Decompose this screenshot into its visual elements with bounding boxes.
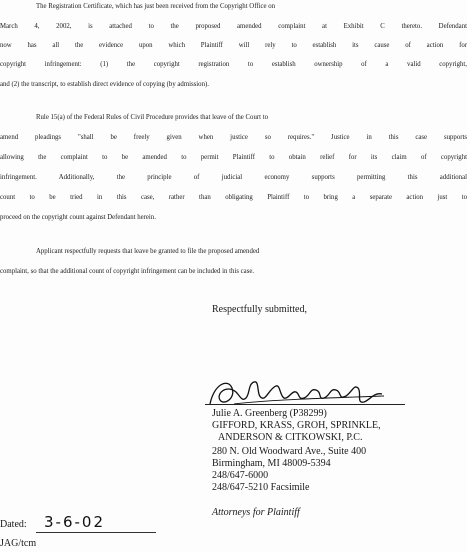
firm-name-line-1: GIFFORD, KRASS, GROH, SPRINKLE,	[212, 420, 381, 431]
firm-city: Birmingham, MI 48009-5394	[212, 458, 331, 469]
closing: Respectfully submitted,	[212, 304, 307, 315]
p1-line-1: The Registration Certificate, which has just been received from the Copyright Office on	[36, 3, 276, 10]
dated-value: 3-6-02	[44, 513, 105, 531]
dated-line	[36, 532, 156, 533]
p2-line-1: Rule 15(a) of the Federal Rules of Civil Procedure provides that leave of the Court to	[36, 114, 268, 121]
p3-line-1: Applicant respectfully requests that leave be granted to file the proposed amended	[36, 248, 260, 255]
attorneys-for: Attorneys for Plaintiff	[212, 507, 300, 518]
dated-label: Dated:	[0, 519, 27, 530]
p2-line-4: infringement. Additionally, the principle of judicial economy supports permitting this additional	[0, 174, 467, 181]
p2-line-2: amend pleadings "shall be freely given when justice so requires." Justice in this case supports	[0, 134, 467, 141]
firm-name-line-2: ANDERSON & CITKOWSKI, P.C.	[218, 432, 363, 443]
p2-line-3: allowing the complaint to be amended to permit Plaintiff to obtain relief for its claim of copyright	[0, 154, 467, 161]
p2-line-6: proceed on the copyright count against Defendant herein.	[0, 214, 156, 221]
p1-line-5: and (2) the transcript, to establish direct evidence of copying (by admission).	[0, 81, 209, 88]
signer-name: Julie A. Greenberg (P38299)	[212, 408, 327, 419]
typist-initials: JAG/tcm	[0, 538, 37, 549]
firm-phone: 248/647-6000	[212, 470, 269, 481]
p3-line-2: complaint, so that the additional count of copyright infringement can be included in this case.	[0, 268, 255, 275]
firm-address: 280 N. Old Woodward Ave., Suite 400	[212, 446, 367, 457]
p1-line-4: copyright infringement: (1) the copyright registration to establish ownership of a valid copyright,	[0, 61, 467, 68]
p2-line-5: count to be tried in this case, rather than obligating Plaintiff to bring a separate action just to	[0, 194, 467, 201]
p1-line-3: now has all the evidence upon which Plaintiff will rely to establish its cause of action for	[0, 42, 467, 49]
signature-line	[205, 404, 405, 405]
firm-fax: 248/647-5210 Facsimile	[212, 482, 310, 493]
p1-line-2: March 4, 2002, is attached to the proposed amended complaint at Exhibit C thereto. Defendant	[0, 23, 467, 30]
